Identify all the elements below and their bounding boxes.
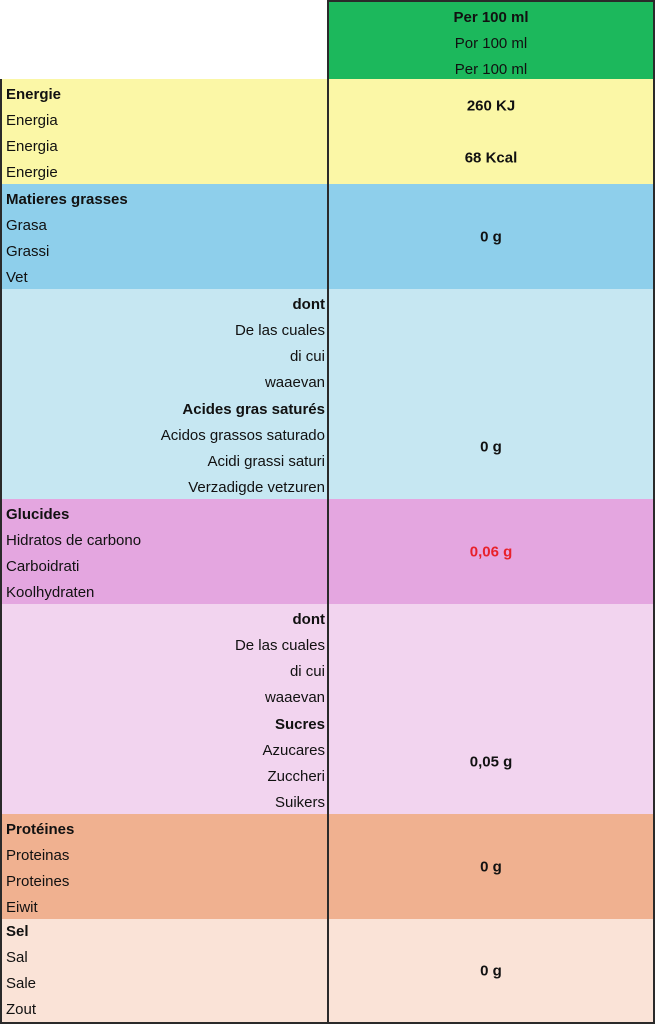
carbs-of-which-nl: waaevan <box>264 689 325 706</box>
carbs-value: 0,06 g <box>469 543 513 560</box>
header-title-es: Por 100 ml <box>454 35 528 52</box>
fat-label-nl: Vet <box>6 269 28 286</box>
energy-kj-cell <box>327 79 655 134</box>
protein-label-es: Proteinas <box>6 847 70 864</box>
header-per-100ml-cell <box>327 0 655 81</box>
fat-of-which-es: De las cuales <box>234 322 325 339</box>
sugars-label-cell <box>0 709 329 816</box>
carbs-value-cell <box>327 499 655 606</box>
sugars-label-it: Zuccheri <box>267 768 325 785</box>
sugars-label-fr: Sucres <box>274 716 325 733</box>
sugars-label-nl: Suikers <box>274 794 325 811</box>
fat-of-which-it: di cui <box>289 348 325 365</box>
header-title-it: Per 100 ml <box>454 61 528 78</box>
energy-kcal-cell <box>327 132 655 186</box>
energy-kj-value: 260 KJ <box>466 97 516 114</box>
header-title-fr: Per 100 ml <box>453 9 529 26</box>
saturates-value: 0 g <box>480 438 502 455</box>
sugars-value-cell <box>327 709 655 816</box>
fat-of-which-value-cell <box>327 289 655 396</box>
header-lines <box>329 5 653 83</box>
energy-label-nl: Energie <box>6 164 58 181</box>
salt-label-it: Sale <box>6 975 37 992</box>
sugars-label-es: Azucares <box>262 742 325 759</box>
energy-label-it: Energia <box>6 138 58 155</box>
carbs-of-which-fr: dont <box>292 611 325 628</box>
protein-label-it: Proteines <box>6 873 70 890</box>
carbs-label-fr: Glucides <box>6 506 70 523</box>
energy-kcal-value: 68 Kcal <box>464 149 518 167</box>
fat-of-which-fr: dont <box>292 296 325 313</box>
fat-label-es: Grasa <box>6 217 47 234</box>
protein-label-cell <box>0 814 329 921</box>
carbs-of-which-es: De las cuales <box>234 637 325 654</box>
saturates-label-it: Acidi grassi saturi <box>207 453 325 470</box>
saturates-label-fr: Acides gras saturés <box>182 401 325 418</box>
salt-label-cell <box>0 919 329 1024</box>
energy-label-cell <box>0 79 329 186</box>
carbs-label-es: Hidratos de carbono <box>6 532 142 549</box>
saturates-label-nl: Verzadigde vetzuren <box>188 479 325 496</box>
salt-label-nl: Zout <box>6 1001 37 1018</box>
saturates-label-cell <box>0 394 329 501</box>
salt-label-es: Sal <box>6 949 28 966</box>
fat-of-which-label-cell <box>0 289 329 396</box>
protein-label-nl: Eiwit <box>6 899 38 916</box>
fat-value: 0 g <box>480 228 502 245</box>
fat-label-it: Grassi <box>6 243 50 260</box>
salt-value: 0 g <box>480 962 502 979</box>
salt-label-fr: Sel <box>6 923 29 940</box>
saturates-value-cell <box>327 394 655 501</box>
fat-label-fr: Matieres grasses <box>6 191 128 208</box>
energy-label-es: Energia <box>6 112 58 129</box>
salt-value-cell <box>327 919 655 1024</box>
fat-of-which-nl: waaevan <box>264 374 325 391</box>
protein-label-fr: Protéines <box>6 821 75 838</box>
carbs-of-which-label-cell <box>0 604 329 711</box>
carbs-label-nl: Koolhydraten <box>6 584 95 601</box>
carbs-label-it: Carboidrati <box>6 558 80 575</box>
protein-value-cell <box>327 814 655 921</box>
carbs-label-cell <box>0 499 329 606</box>
energy-label-fr: Energie <box>6 86 62 103</box>
fat-value-cell <box>327 184 655 291</box>
protein-value: 0 g <box>480 858 502 875</box>
carbs-of-which-value-cell <box>327 604 655 711</box>
header-empty-cell <box>0 0 328 81</box>
fat-label-cell <box>0 184 329 291</box>
sugars-value: 0,05 g <box>469 753 513 770</box>
saturates-label-es: Acidos grassos saturado <box>160 427 325 444</box>
carbs-of-which-it: di cui <box>289 663 325 680</box>
